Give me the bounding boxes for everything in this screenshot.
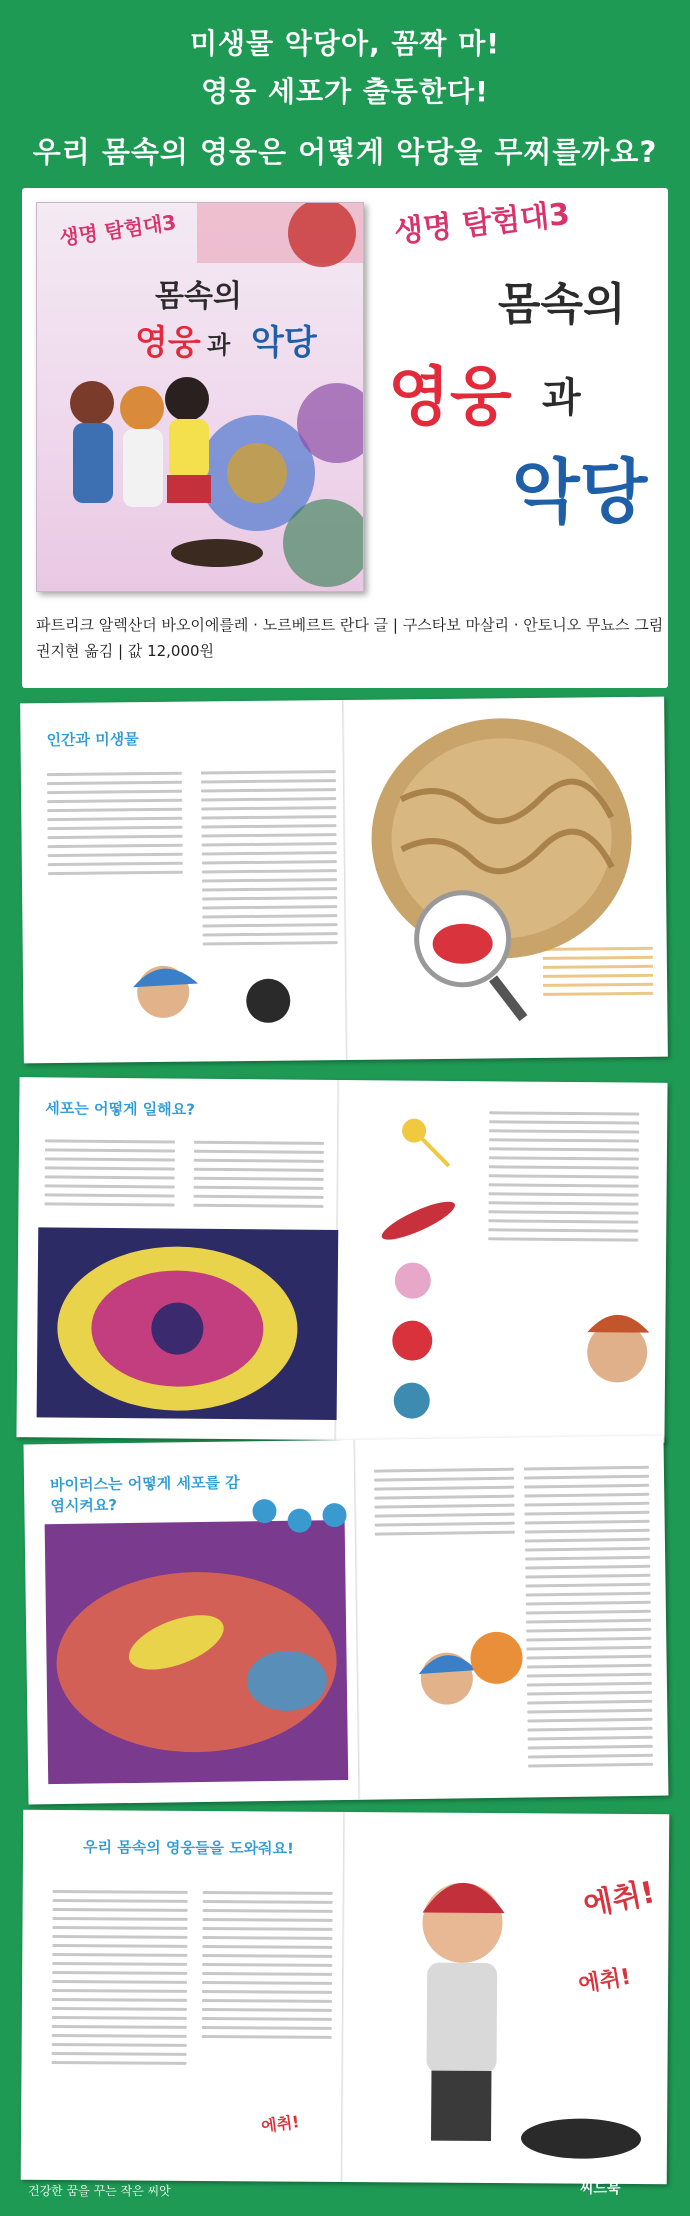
publisher-logo[interactable]: 씨드북 — [580, 2181, 621, 2197]
book-info-panel — [22, 188, 668, 688]
sneeze-sfx-2: 에취! — [576, 1964, 633, 1998]
spread-title: 우리 몸속의 영웅들을 도와줘요! — [82, 1838, 294, 1858]
headline-3: 우리 몸속의 영웅은 어떻게 악당을 무찌를까요? — [32, 135, 658, 169]
spread-illustration — [20, 697, 668, 1064]
sample-spread-1 — [20, 697, 668, 1064]
title-part3: 과 — [542, 375, 581, 421]
footer-slogan: 건강한 꿈을 꾸는 작은 씨앗 — [28, 2184, 171, 2198]
credits-translator-price: 권지현 옮김 | 값 12,000원 — [36, 642, 215, 660]
caption — [543, 947, 654, 1002]
headline-2: 영웅 세포가 출동한다! — [201, 75, 489, 108]
cover-title-part2: 영웅 — [135, 323, 201, 363]
cover-illustration — [37, 203, 364, 592]
text-block — [524, 1466, 653, 1774]
spread-title: 인간과 미생물 — [46, 730, 139, 750]
credits-authors: 파트리크 알렉산더 바오이에를레 · 노르베르트 란다 글 | 구스타보 마살리 · 안토니오 무뇨스 그림 — [36, 616, 664, 634]
series-badge: 생명 탐험대3 — [392, 196, 572, 251]
sneeze-sfx-1: 에취! — [580, 1874, 658, 1924]
text-block — [374, 1468, 515, 1542]
cover-title-part1: 몸속의 — [155, 279, 242, 314]
title-part2: 영웅 — [388, 361, 512, 435]
spread-title: 바이러스는 어떻게 세포를 감염시켜요? — [49, 1473, 240, 1516]
book-cover[interactable] — [36, 202, 364, 592]
spread-illustration — [21, 1810, 670, 2185]
title-part4: 악당 — [512, 451, 648, 533]
cover-title-part4: 악당 — [251, 323, 317, 363]
sneeze-sfx-3: 에취! — [260, 2112, 301, 2136]
cover-title-part3: 과 — [207, 331, 231, 359]
sample-spread-2 — [16, 1077, 667, 1443]
title-part1: 몸속의 — [498, 279, 626, 330]
sample-spread-4 — [21, 1810, 670, 2185]
spread-title: 세포는 어떻게 일해요? — [45, 1099, 195, 1119]
cover-series-badge: 생명 탐험대3 — [57, 209, 178, 251]
headline-1: 미생물 악당아, 꼼짝 마! — [189, 27, 501, 60]
text-block — [488, 1111, 639, 1247]
sample-spread-3 — [24, 1436, 669, 1805]
